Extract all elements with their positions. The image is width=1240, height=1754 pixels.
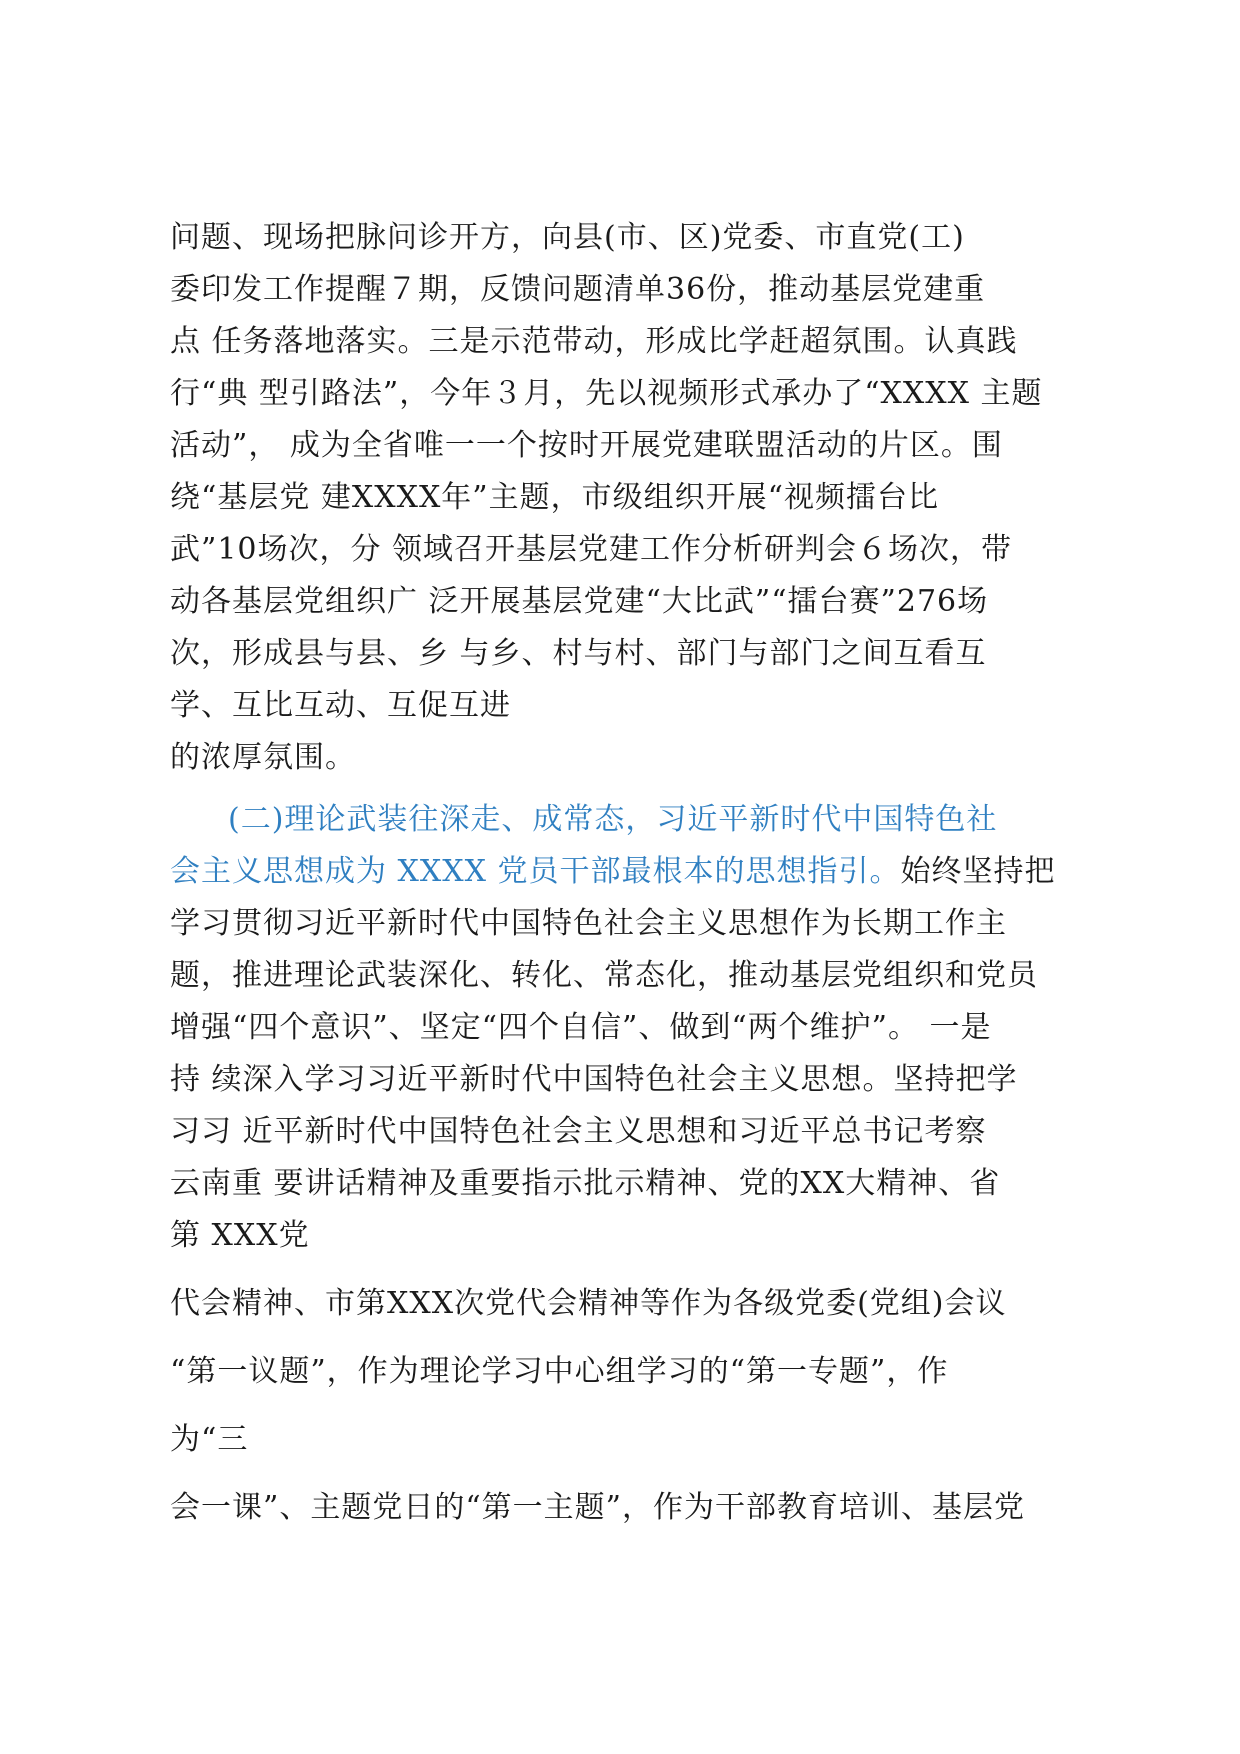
paragraph-line: 云南重 要讲话精神及重要指示批示精神、党的XX大精神、省 xyxy=(170,1166,1001,1201)
paragraph-line: 会一课”、主题党日的“第一主题”，作为干部教育培训、基层党 xyxy=(170,1490,1026,1525)
paragraph-line: 第 XXX党 xyxy=(170,1218,310,1253)
paragraph-line: 增强“四个意识”、坚定“四个自信”、做到“两个维护”。 一是 xyxy=(170,1010,992,1045)
paragraph-line: 持 续深入学习习近平新时代中国特色社会主义思想。坚持把学 xyxy=(170,1062,1018,1097)
section-heading-tail: 会主义思想成为 XXXX 党员干部最根本的思想指引。 xyxy=(170,854,901,889)
paragraph-line: 绕“基层党 建XXXX年”主题，市级组织开展“视频擂台比 xyxy=(170,480,939,515)
section-heading-continued xyxy=(170,852,1090,892)
paragraph-line: 动各基层党组织广 泛开展基层党建“大比武”“擂台赛”276场 xyxy=(170,584,989,619)
paragraph-line: 的浓厚氛围。 xyxy=(170,740,356,775)
paragraph-text: 始终坚持把 xyxy=(900,854,1056,889)
paragraph-line: 点 任务落地落实。三是示范带动，形成比学赶超氛围。认真践 xyxy=(170,324,1018,359)
paragraph-line: 委印发工作提醒７期，反馈问题清单36份，推动基层党建重 xyxy=(170,272,986,307)
paragraph-line: 次，形成县与县、乡 与乡、村与村、部门与部门之间互看互 xyxy=(170,636,987,671)
paragraph-line: 题，推进理论武装深化、转化、常态化，推动基层党组织和党员 xyxy=(170,958,1038,993)
paragraph-line: “第一议题”，作为理论学习中心组学习的“第一专题”，作 xyxy=(170,1354,949,1389)
section-heading: (二)理论武装往深走、成常态，习近平新时代中国特色社 xyxy=(228,802,998,837)
paragraph-line: 学、互比互动、互促互进 xyxy=(170,688,511,723)
paragraph-line: 活动”， 成为全省唯一一个按时开展党建联盟活动的片区。围 xyxy=(170,428,1003,463)
paragraph-line: 为“三 xyxy=(170,1422,249,1457)
paragraph-line: 武”10场次，分 领域召开基层党建工作分析研判会６场次，带 xyxy=(170,532,1013,567)
paragraph-line: 学习贯彻习近平新时代中国特色社会主义思想作为长期工作主 xyxy=(170,906,1007,941)
paragraph-line: 代会精神、市第XXX次党代会精神等作为各级党委(党组)会议 xyxy=(170,1286,1007,1321)
paragraph-line: 行“典 型引路法”，今年３月，先以视频形式承办了“XXXX 主题 xyxy=(170,376,1043,411)
paragraph-line: 问题、现场把脉问诊开方，向县(市、区)党委、市直党(工) xyxy=(170,220,965,255)
paragraph-line: 习习 近平新时代中国特色社会主义思想和习近平总书记考察 xyxy=(170,1114,987,1149)
